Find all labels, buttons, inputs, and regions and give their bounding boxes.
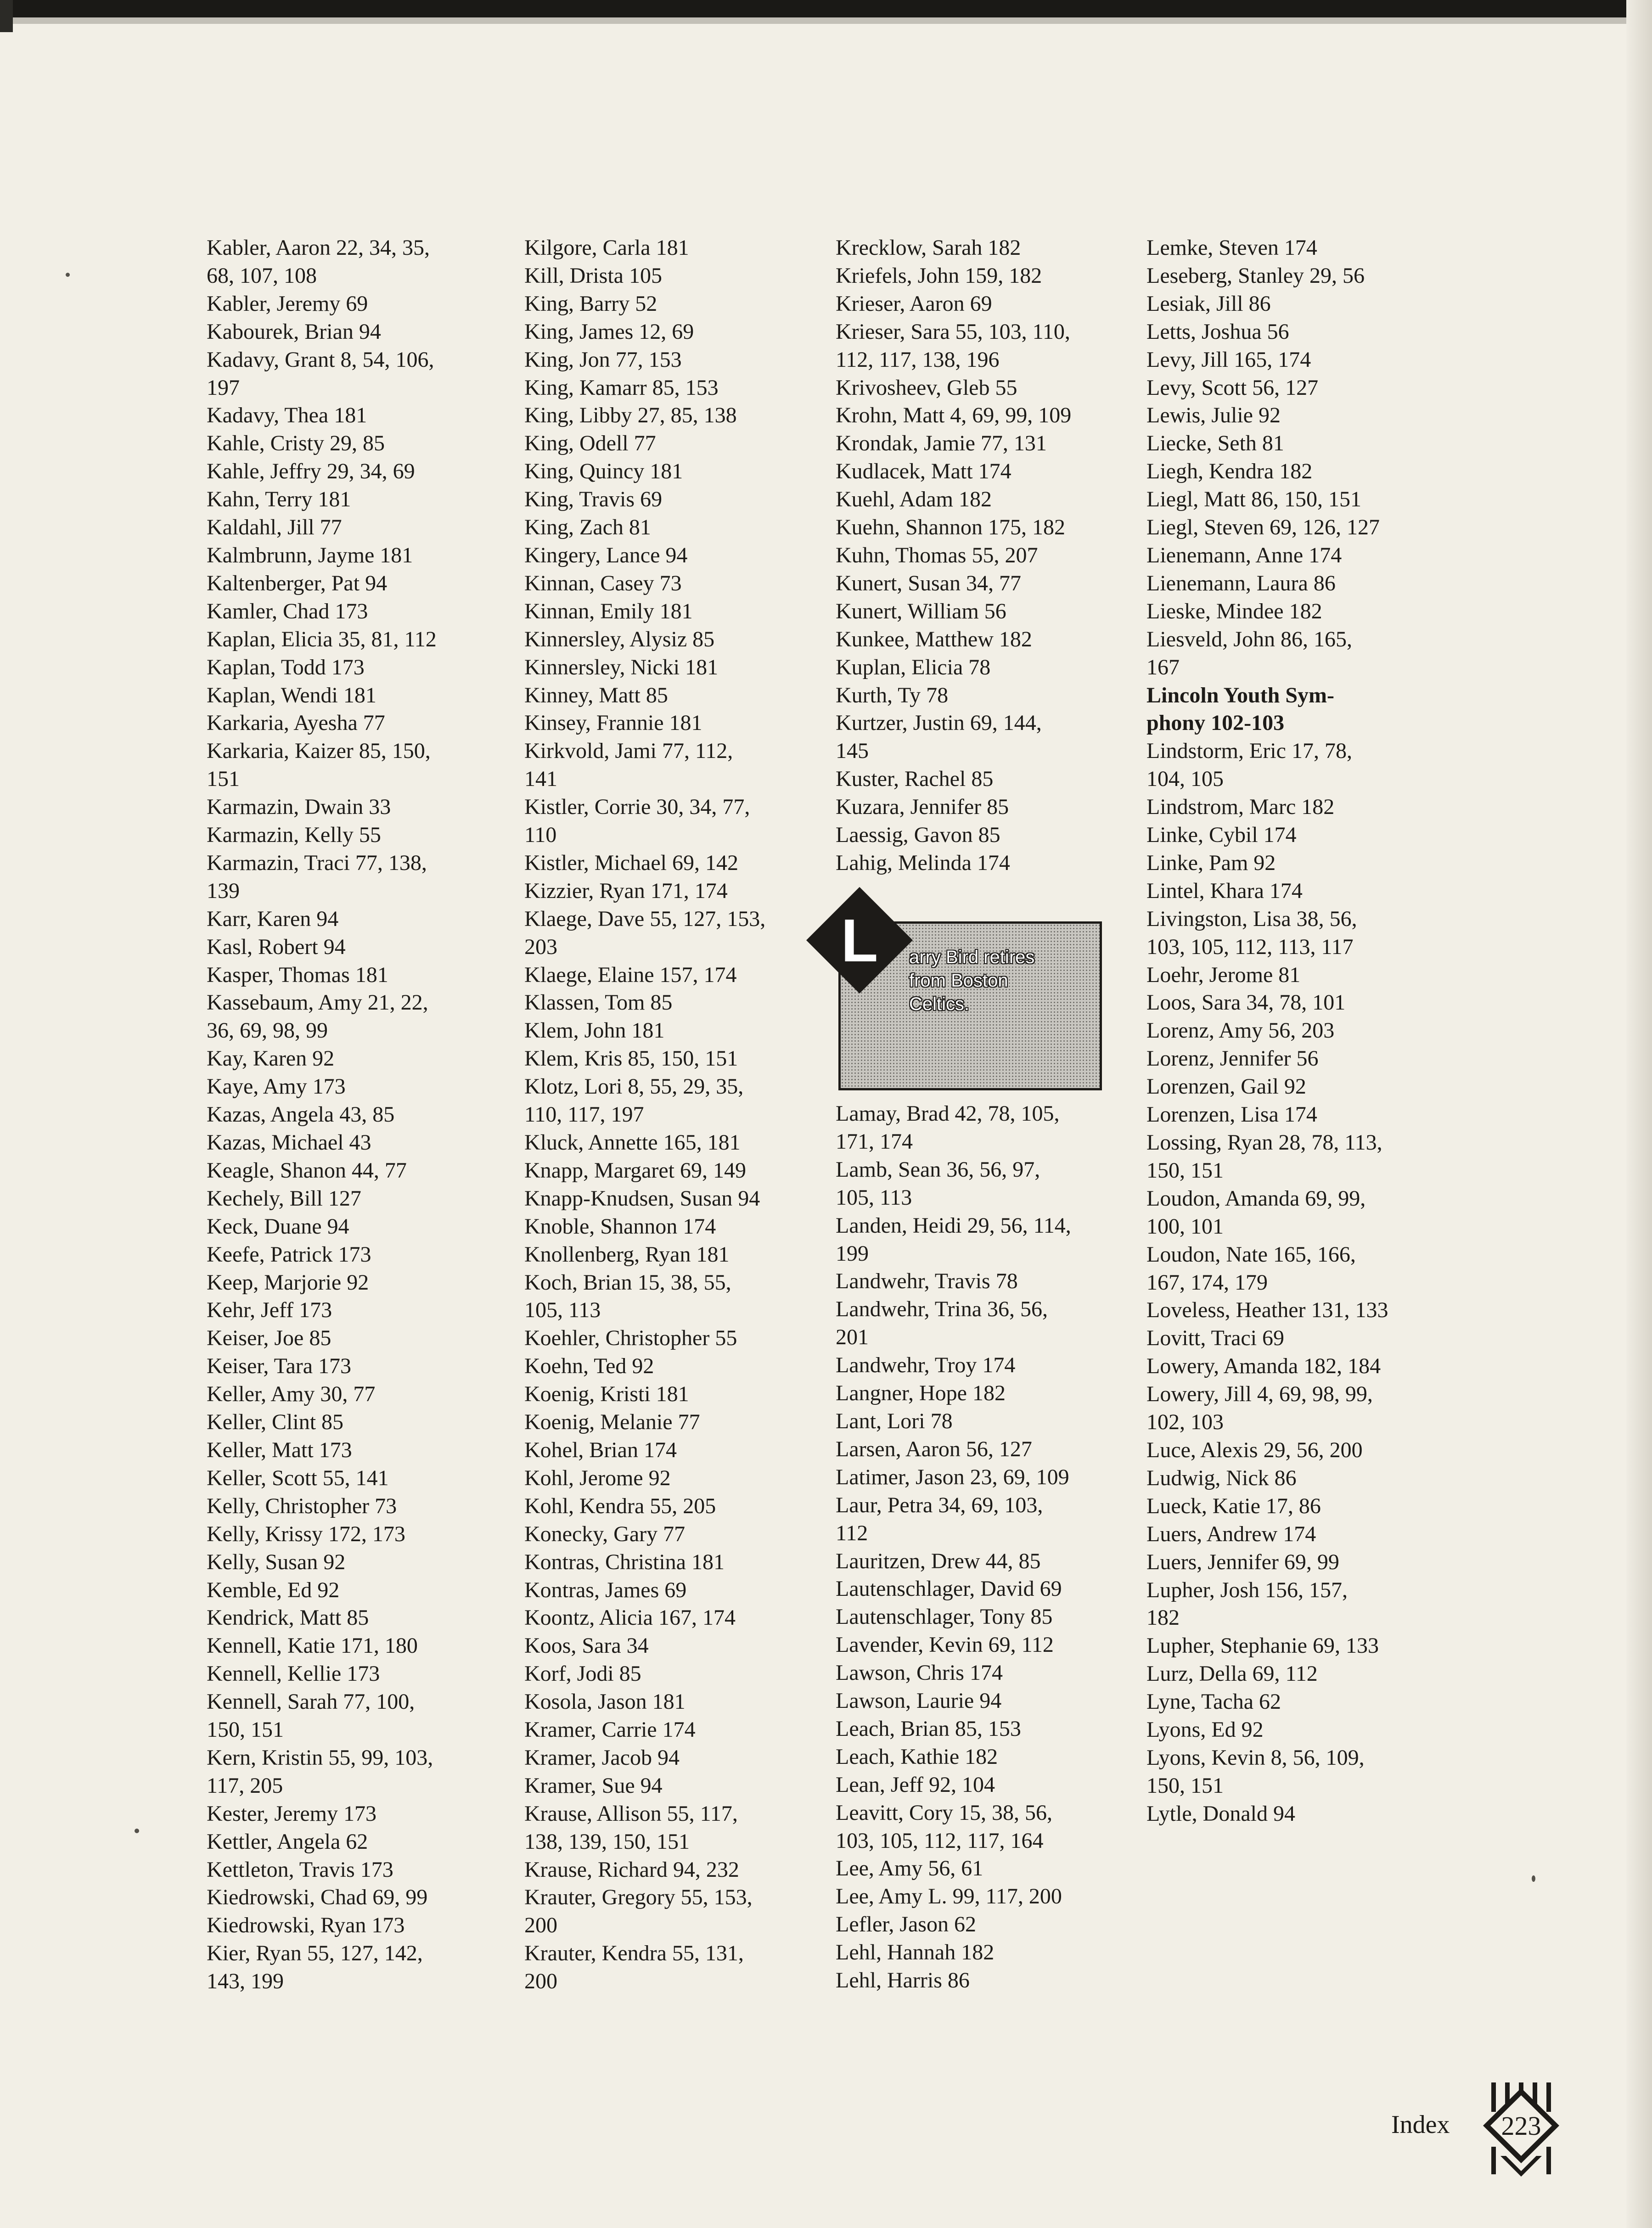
index-entry: Lyons, Ed 92 [1146,1717,1264,1742]
index-entry: Lyons, Kevin 8, 56, 109, [1146,1745,1365,1770]
index-entry: Lorenzen, Lisa 174 [1146,1102,1317,1127]
index-entry: 203 [524,934,557,959]
index-entry: Kluck, Annette 165, 181 [524,1130,741,1155]
index-entry: Lahig, Melinda 174 [836,850,1010,875]
index-entry: Loveless, Heather 131, 133 [1146,1298,1388,1323]
index-entry: Livingston, Lisa 38, 56, [1146,906,1357,931]
index-entry: Kuhn, Thomas 55, 207 [836,543,1038,567]
index-entry: Kaltenberger, Pat 94 [207,571,388,595]
page-number: 223 [1501,2111,1541,2141]
index-entry: 150, 151 [207,1717,284,1742]
index-entry: Kunert, Susan 34, 77 [836,571,1021,595]
index-entry: Kinsey, Frannie 181 [524,711,702,735]
index-entry: 117, 205 [207,1773,283,1798]
index-entry: Klem, John 181 [524,1018,665,1043]
index-entry: Lean, Jeff 92, 104 [836,1772,995,1797]
index-entry: Kinnan, Emily 181 [524,599,693,623]
index-entry: Kahle, Jeffry 29, 34, 69 [207,459,415,484]
index-entry: Keller, Amy 30, 77 [207,1382,376,1407]
index-entry: Kontras, James 69 [524,1577,687,1602]
page-top-shadow [0,17,1652,24]
index-entry: Lienemann, Anne 174 [1146,543,1342,567]
index-entry: Kramer, Carrie 174 [524,1717,696,1742]
index-entry: Kohel, Brian 174 [524,1437,677,1462]
index-entry: King, Kamarr 85, 153 [524,375,719,400]
index-entry: Loos, Sara 34, 78, 101 [1146,990,1346,1015]
index-entry: Latimer, Jason 23, 69, 109 [836,1465,1069,1489]
index-entry: 150, 151 [1146,1158,1224,1183]
index-entry: Kuster, Rachel 85 [836,767,994,791]
index-entry: Lamay, Brad 42, 78, 105, [836,1101,1060,1126]
index-entry: Koch, Brian 15, 38, 55, [524,1270,731,1295]
index-entry: Koenig, Kristi 181 [524,1382,689,1407]
index-entry: Leach, Kathie 182 [836,1744,998,1769]
index-entry: Lintel, Khara 174 [1146,878,1303,903]
index-entry: Lawson, Chris 174 [836,1661,1003,1685]
index-entry: Kadavy, Grant 8, 54, 106, [207,347,434,372]
index-entry: 100, 101 [1146,1214,1224,1239]
index-entry: Klassen, Tom 85 [524,990,673,1015]
index-entry: Kudlacek, Matt 174 [836,459,1011,484]
index-entry: Kettleton, Travis 173 [207,1857,393,1882]
index-entry: Lorenz, Jennifer 56 [1146,1046,1319,1071]
index-entry: Kirkvold, Jami 77, 112, [524,739,733,763]
index-entry: Loudon, Amanda 69, 99, [1146,1186,1366,1211]
index-entry: Lesiak, Jill 86 [1146,291,1271,316]
index-entry: Lehl, Hannah 182 [836,1940,995,1965]
index-entry: Letts, Joshua 56 [1146,319,1289,344]
index-entry: Kilgore, Carla 181 [524,236,689,260]
index-entry: Kuzara, Jennifer 85 [836,795,1009,819]
index-entry: Lupher, Josh 156, 157, [1146,1577,1348,1602]
index-entry: Leseberg, Stanley 29, 56 [1146,263,1365,288]
index-entry: 145 [836,739,869,763]
index-entry: Lyne, Tacha 62 [1146,1689,1281,1714]
index-entry: 200 [524,1969,557,1994]
index-entry: Lamb, Sean 36, 56, 97, [836,1157,1040,1182]
index-entry: Konecky, Gary 77 [524,1521,686,1546]
page-right-edge [1626,0,1652,2228]
index-entry: Kinnersley, Nicki 181 [524,655,719,679]
index-entry: 138, 139, 150, 151 [524,1829,690,1854]
index-entry: Lossing, Ryan 28, 78, 113, [1146,1130,1382,1155]
index-entry: Lemke, Steven 174 [1146,236,1317,260]
index-entry: Kasl, Robert 94 [207,934,346,959]
index-entry: Kahn, Terry 181 [207,487,351,512]
index-entry: Knoble, Shannon 174 [524,1214,716,1239]
index-column-3-bottom [836,1100,1071,1995]
binding-tab [0,0,13,32]
index-entry: Laur, Petra 34, 69, 103, [836,1493,1043,1517]
index-entry: Kizzier, Ryan 171, 174 [524,878,728,903]
index-entry: Liegh, Kendra 182 [1146,459,1313,484]
index-entry: Klaege, Elaine 157, 174 [524,962,737,987]
index-entry: Knapp-Knudsen, Susan 94 [524,1186,760,1211]
index-entry: Kamler, Chad 173 [207,599,368,623]
index-entry: Lupher, Stephanie 69, 133 [1146,1633,1379,1658]
index-entry: 143, 199 [207,1969,284,1994]
index-entry: Lindstrom, Marc 182 [1146,795,1335,819]
index-entry: Koontz, Alicia 167, 174 [524,1605,736,1630]
index-entry: Kay, Karen 92 [207,1046,335,1071]
index-entry: 112 [836,1521,868,1545]
index-entry: Karmazin, Dwain 33 [207,795,391,819]
index-entry: Lincoln Youth Sym- [1146,683,1334,707]
index-entry: Kurth, Ty 78 [836,683,949,707]
index-entry: Keagle, Shanon 44, 77 [207,1158,407,1183]
index-entry: Krieser, Sara 55, 103, 110, [836,319,1070,344]
index-entry: King, Jon 77, 153 [524,347,682,372]
index-entry: Kadavy, Thea 181 [207,403,367,428]
index-entry: Karmazin, Traci 77, 138, [207,850,427,875]
print-speck [1532,1875,1535,1882]
index-entry: 105, 113 [524,1298,601,1323]
index-entry: Liesveld, John 86, 165, [1146,627,1352,651]
index-entry: 197 [207,375,240,400]
index-entry: Lawson, Laurie 94 [836,1689,1002,1713]
index-entry: Lefler, Jason 62 [836,1912,976,1937]
index-entry: 200 [524,1913,557,1938]
index-entry: Koos, Sara 34 [524,1633,649,1658]
index-entry: phony 102-103 [1146,711,1285,735]
index-entry: Kelly, Christopher 73 [207,1493,397,1518]
index-entry: Keck, Duane 94 [207,1214,349,1239]
index-entry: Kassebaum, Amy 21, 22, [207,990,428,1015]
index-entry: Lautenschlager, David 69 [836,1577,1062,1601]
index-entry: Linke, Pam 92 [1146,850,1276,875]
index-entry: Kinney, Matt 85 [524,683,668,707]
index-entry: Kahle, Cristy 29, 85 [207,431,385,456]
index-entry: 104, 105 [1146,767,1224,791]
index-entry: Lowery, Amanda 182, 184 [1146,1354,1381,1379]
index-entry: 199 [836,1241,869,1266]
index-entry: Lurz, Della 69, 112 [1146,1661,1318,1686]
index-entry: Kern, Kristin 55, 99, 103, [207,1745,433,1770]
index-entry: 112, 117, 138, 196 [836,347,1000,372]
index-entry: Krieser, Aaron 69 [836,291,992,316]
index-entry: Krauter, Gregory 55, 153, [524,1885,753,1910]
index-entry: Landwehr, Travis 78 [836,1269,1018,1294]
index-entry: Keller, Clint 85 [207,1410,344,1435]
index-entry: Klem, Kris 85, 150, 151 [524,1046,738,1071]
index-entry: Lee, Amy 56, 61 [836,1856,983,1881]
sidebar-line: arry Bird retires [909,947,1035,967]
index-entry: Liecke, Seth 81 [1146,431,1284,456]
index-entry: Kechely, Bill 127 [207,1186,361,1211]
index-entry: Kazas, Angela 43, 85 [207,1102,395,1127]
index-entry: Knapp, Margaret 69, 149 [524,1158,746,1183]
index-entry: Keiser, Joe 85 [207,1326,332,1351]
index-entry: Lueck, Katie 17, 86 [1146,1493,1321,1518]
sidebar-text [909,946,1093,1016]
index-entry: King, Barry 52 [524,291,657,316]
sidebar-line: from Boston [909,971,1008,991]
index-entry: Lee, Amy L. 99, 117, 200 [836,1884,1062,1909]
index-entry: Kiedrowski, Chad 69, 99 [207,1885,428,1910]
index-entry: King, Libby 27, 85, 138 [524,403,737,428]
index-entry: Kettler, Angela 62 [207,1829,368,1854]
index-entry: Koehn, Ted 92 [524,1354,654,1379]
index-entry: Korf, Jodi 85 [524,1661,641,1686]
index-entry: King, Quincy 181 [524,459,683,484]
index-entry: 103, 105, 112, 113, 117 [1146,934,1354,959]
index-entry: Lowery, Jill 4, 69, 98, 99, [1146,1382,1373,1407]
index-entry: Laessig, Gavon 85 [836,823,1000,847]
index-column-4 [1146,234,1388,1828]
index-entry: Klotz, Lori 8, 55, 29, 35, [524,1074,744,1099]
index-entry: Karr, Karen 94 [207,906,339,931]
index-entry: Kiedrowski, Ryan 173 [207,1913,405,1938]
index-entry: 182 [1146,1605,1180,1630]
index-entry: Kuplan, Elicia 78 [836,655,991,679]
index-entry: Kennell, Sarah 77, 100, [207,1689,415,1714]
index-entry: Landwehr, Troy 174 [836,1353,1016,1378]
index-entry: Kaplan, Todd 173 [207,655,365,679]
index-entry: Kester, Jeremy 173 [207,1801,376,1826]
index-entry: Kill, Drista 105 [524,263,662,288]
index-entry: Kosola, Jason 181 [524,1689,686,1714]
index-entry: Krecklow, Sarah 182 [836,236,1021,260]
index-entry: Kaldahl, Jill 77 [207,515,342,540]
index-entry: Kelly, Susan 92 [207,1549,346,1574]
index-entry: 141 [524,767,557,791]
index-entry: Karmazin, Kelly 55 [207,823,381,847]
index-entry: Klaege, Dave 55, 127, 153, [524,906,766,931]
index-entry: 171, 174 [836,1129,913,1154]
index-entry: Landen, Heidi 29, 56, 114, [836,1213,1071,1238]
index-entry: Levy, Scott 56, 127 [1146,375,1319,400]
index-entry: Karkaria, Kaizer 85, 150, [207,739,431,763]
index-entry: Liegl, Matt 86, 150, 151 [1146,487,1361,512]
index-entry: 167 [1146,655,1180,679]
index-entry: Kelly, Krissy 172, 173 [207,1521,405,1546]
index-entry: Knollenberg, Ryan 181 [524,1242,730,1267]
index-entry: Linke, Cybil 174 [1146,823,1297,847]
index-entry: King, James 12, 69 [524,319,694,344]
index-entry: 139 [207,878,240,903]
index-entry: Kohl, Kendra 55, 205 [524,1493,716,1518]
index-entry: 110, 117, 197 [524,1102,644,1127]
index-entry: Levy, Jill 165, 174 [1146,347,1311,372]
index-entry: Krause, Richard 94, 232 [524,1857,739,1882]
index-entry: Kaplan, Wendi 181 [207,683,376,707]
index-entry: Kabler, Jeremy 69 [207,291,368,316]
index-column-1 [207,234,437,1996]
index-entry: Lytle, Donald 94 [1146,1801,1295,1826]
index-entry: Lant, Lori 78 [836,1409,953,1433]
index-entry: Kurtzer, Justin 69, 144, [836,711,1042,735]
index-entry: 110 [524,823,557,847]
index-entry: Keller, Scott 55, 141 [207,1465,389,1490]
index-entry: Krivosheev, Gleb 55 [836,375,1017,400]
index-entry: Kier, Ryan 55, 127, 142, [207,1941,423,1966]
index-entry: Loudon, Nate 165, 166, [1146,1242,1356,1267]
index-entry: Langner, Hope 182 [836,1381,1006,1406]
index-entry: Kriefels, John 159, 182 [836,263,1042,288]
index-entry: Kaye, Amy 173 [207,1074,346,1099]
index-entry: 150, 151 [1146,1773,1224,1798]
index-entry: 167, 174, 179 [1146,1270,1268,1295]
print-speck [66,273,70,277]
index-entry: Kalmbrunn, Jayme 181 [207,543,413,567]
index-entry: Kennell, Katie 171, 180 [207,1633,418,1658]
index-entry: 36, 69, 98, 99 [207,1018,328,1043]
index-entry: Krauter, Kendra 55, 131, [524,1941,744,1966]
index-entry: Koehler, Christopher 55 [524,1326,737,1351]
footer-section-label: Index [1391,2110,1450,2139]
index-entry: Kramer, Jacob 94 [524,1745,680,1770]
index-entry: 68, 107, 108 [207,263,317,288]
index-entry: Lovitt, Traci 69 [1146,1326,1285,1351]
index-entry: Kunkee, Matthew 182 [836,627,1032,651]
print-speck [135,1829,139,1833]
index-entry: Kehr, Jeff 173 [207,1298,332,1323]
index-entry: Loehr, Jerome 81 [1146,962,1301,987]
index-entry: Kemble, Ed 92 [207,1577,340,1602]
index-entry: Lorenzen, Gail 92 [1146,1074,1306,1099]
index-entry: Kinnan, Casey 73 [524,571,682,595]
index-column-3-top [836,234,1071,877]
index-entry: Leavitt, Cory 15, 38, 56, [836,1800,1052,1825]
index-entry: Kistler, Corrie 30, 34, 77, [524,795,750,819]
index-entry: Kennell, Kellie 173 [207,1661,380,1686]
index-entry: Kramer, Sue 94 [524,1773,663,1798]
index-entry: Lindstorm, Eric 17, 78, [1146,739,1352,763]
index-entry: Krondak, Jamie 77, 131 [836,431,1047,456]
index-entry: Lauritzen, Drew 44, 85 [836,1549,1041,1573]
index-entry: 105, 113 [836,1185,912,1210]
index-entry: Kazas, Michael 43 [207,1130,371,1155]
index-entry: King, Zach 81 [524,515,651,540]
index-entry: Kaplan, Elicia 35, 81, 112 [207,627,437,651]
index-entry: Lieske, Mindee 182 [1146,599,1322,623]
index-entry: King, Travis 69 [524,487,663,512]
index-entry: King, Odell 77 [524,431,656,456]
index-entry: 151 [207,767,240,791]
index-entry: Landwehr, Trina 36, 56, [836,1297,1048,1322]
index-entry: Keller, Matt 173 [207,1437,352,1462]
index-column-2 [524,234,765,1996]
index-entry: Lienemann, Laura 86 [1146,571,1336,595]
sidebar-line: Celtics. [909,994,970,1014]
index-entry: Liegl, Steven 69, 126, 127 [1146,515,1380,540]
index-entry: Koenig, Melanie 77 [524,1410,700,1435]
page-top-edge [0,0,1652,17]
index-entry: Lavender, Kevin 69, 112 [836,1633,1054,1657]
index-entry: 103, 105, 112, 117, 164 [836,1828,1044,1853]
index-entry: Karkaria, Ayesha 77 [207,711,385,735]
index-entry: Kasper, Thomas 181 [207,962,388,987]
index-entry: Lautenschlager, Tony 85 [836,1605,1053,1629]
index-entry: Kunert, William 56 [836,599,1006,623]
index-entry: Larsen, Aaron 56, 127 [836,1437,1032,1461]
index-entry: Krohn, Matt 4, 69, 99, 109 [836,403,1072,428]
index-entry: Lehl, Harris 86 [836,1968,970,1993]
index-entry: Luce, Alexis 29, 56, 200 [1146,1437,1363,1462]
index-entry: Keefe, Patrick 173 [207,1242,371,1267]
index-entry: Keep, Marjorie 92 [207,1270,369,1295]
drop-cap-letter: L [841,906,878,974]
index-entry: Kabourek, Brian 94 [207,319,381,344]
index-entry: Kontras, Christina 181 [524,1549,725,1574]
index-entry: 201 [836,1325,869,1350]
index-entry: Krause, Allison 55, 117, [524,1801,738,1826]
index-entry: Kinnersley, Alysiz 85 [524,627,715,651]
index-entry: Keiser, Tara 173 [207,1354,352,1379]
index-entry: Kohl, Jerome 92 [524,1465,671,1490]
index-entry: Kistler, Michael 69, 142 [524,850,738,875]
index-entry: Kingery, Lance 94 [524,543,688,567]
index-entry: Kabler, Aaron 22, 34, 35, [207,236,430,260]
index-entry: Kuehl, Adam 182 [836,487,992,512]
index-entry: Leach, Brian 85, 153 [836,1716,1021,1741]
index-entry: Lorenz, Amy 56, 203 [1146,1018,1335,1043]
index-entry: Ludwig, Nick 86 [1146,1465,1297,1490]
index-entry: Lewis, Julie 92 [1146,403,1281,428]
index-entry: Kendrick, Matt 85 [207,1605,369,1630]
index-entry: 102, 103 [1146,1410,1224,1435]
index-entry: Luers, Jennifer 69, 99 [1146,1549,1339,1574]
index-entry: Luers, Andrew 174 [1146,1521,1316,1546]
index-entry: Kuehn, Shannon 175, 182 [836,515,1065,540]
